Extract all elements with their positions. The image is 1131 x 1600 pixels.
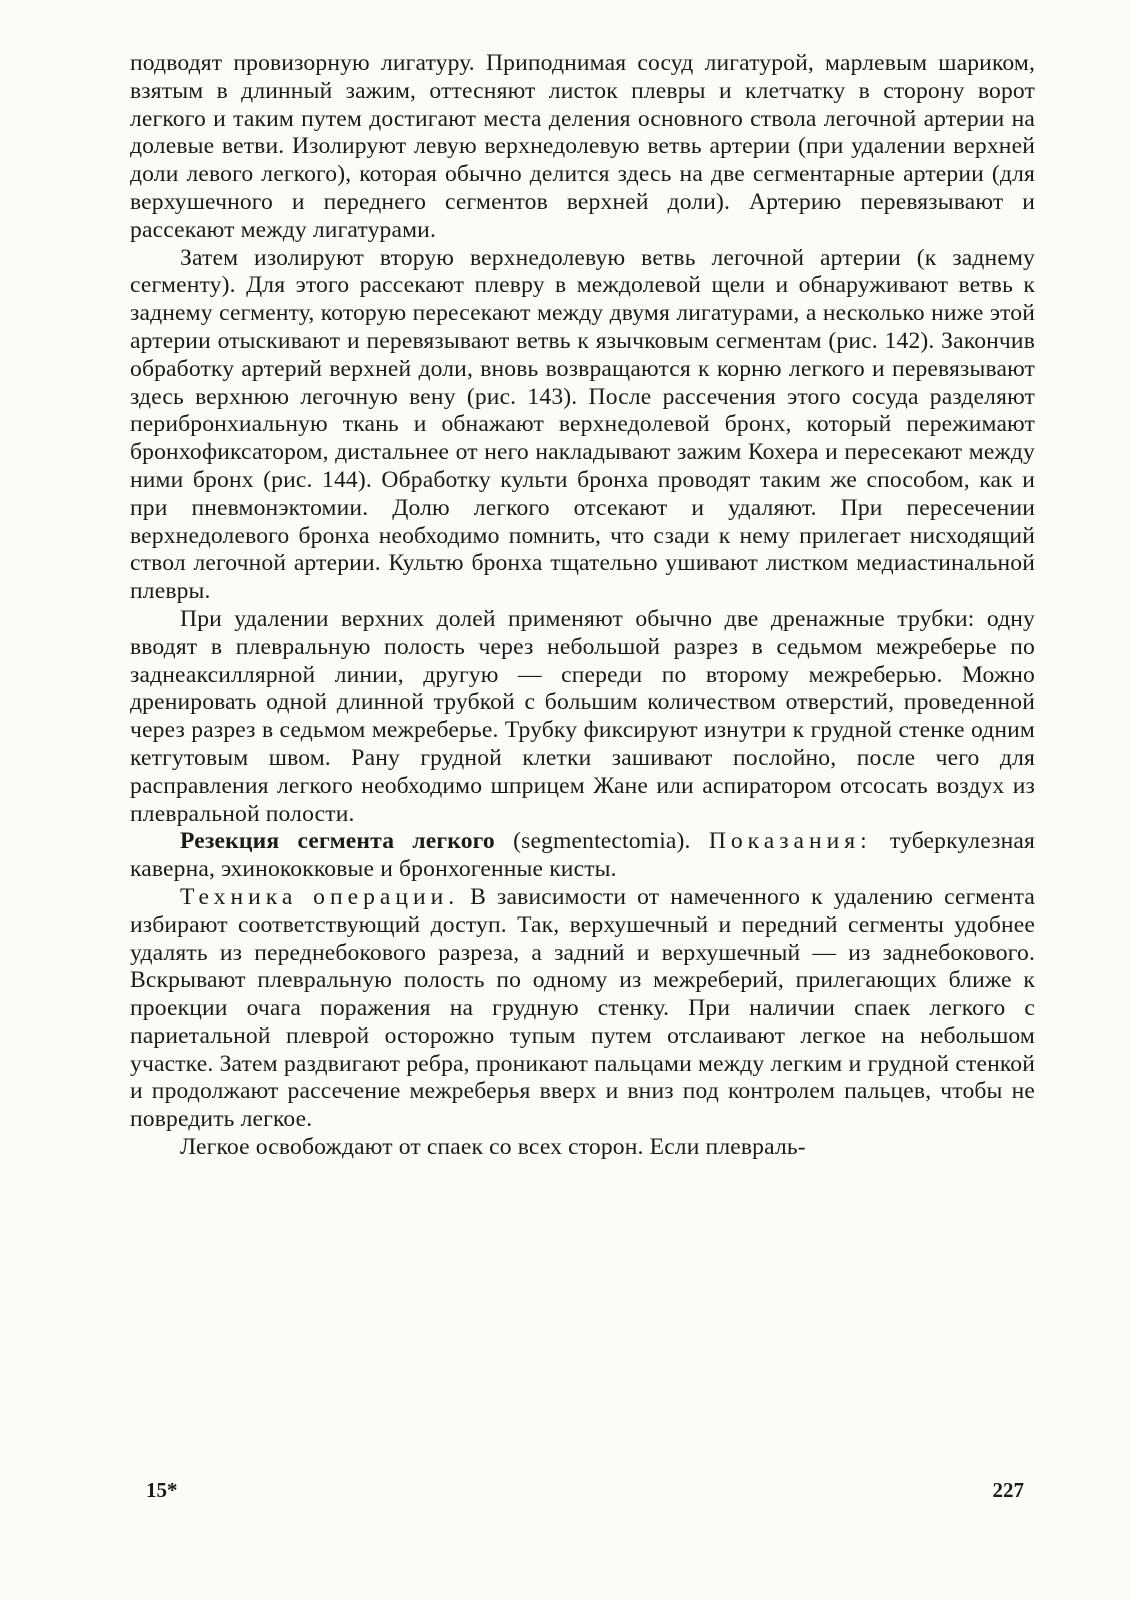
paragraph-5 <box>130 884 1035 1134</box>
indications-text: туберкулезная каверна, эхинококковые и бронхогенные кисты. <box>130 828 1036 883</box>
paragraph-2: Затем изолируют вторую верхнедолевую ветвь легочной артерии (к заднему сегменту). Для этого рассекают плевру в междолевой щели и обнаруживают ветвь к заднему сегменту, которую пересекают между двумя лигатурами, а несколько ниже этой артерии отыскивают и перевязывают ветвь к язычковым сегментам (рис. 142). Закончив обработку артерий верхней доли, вновь возвращаются к корню легкого и перевязывают здесь верхнюю легочную вену (рис. 143). После рассечения этого сосуда разделяют перибронхиальную ткань и обнажают верхнедолевой бронх, который пережимают бронхофиксатором, дистальнее от него накладывают зажим Кохера и пересекают между ними бронх (рис. 144). Обработку культи бронха проводят таким же способом, как и при пневмонэктомии. Долю легкого отсекают и удаляют. При пересечении верхнедолевого бронха необходимо помнить, что сзади к нему прилегает нисходящий ствол легочной артерии. Культю бронха тщательно ушивают листком медиастинальной плевры. <box>130 244 1035 605</box>
paragraph-4 <box>130 828 1035 884</box>
latin-term: (segmentectomia). <box>494 828 709 855</box>
signature-mark: 15* <box>146 1478 178 1502</box>
page-number: 227 <box>992 1478 1024 1502</box>
paragraph-6: Легкое освобождают от спаек со всех сторон. Если плевраль- <box>180 1134 806 1161</box>
paragraph-1: подводят провизорную лигатуру. Приподнимая сосуд лигатурой, марлевым шариком, взятым в длинный зажим, оттесняют листок плевры и клетчатку в сторону ворот легкого и таким путем достигают места деления основного ствола легочной артерии на долевые ветви. Изолируют левую верхнедолевую ветвь артерии (при удалении верхней доли левого легкого), которая обычно делится здесь на две сегментарные артерии (для верхушечного и переднего сегментов верхней доли). Артерию перевязывают и рассекают между лигатурами. <box>130 50 1035 243</box>
section-heading: Резекция сегмента легкого <box>180 828 495 855</box>
technique-label: Техника операции. <box>180 883 460 910</box>
technique-text: В зависимости от намеченного к удалению сегмента избирают соответствующий доступ. Так, верхушечный и передний сегменты удобнее удалять из переднебокового разреза, а задний и верхушечный — из заднебокового. Вскрывают плевральную полость по одному из межреберий, прилегающих ближе к проекции очага поражения на грудную стенку. При наличии спаек легкого с париетальной плеврой осторожно тупым путем отслаивают легкое на небольшом участке. Затем раздвигают ребра, проникают пальцами между легким и грудной стенкой и продолжают рассечение межреберья вверх и вниз под контролем пальцев, чтобы не повредить легкое. <box>130 883 1035 1133</box>
page-body <box>130 50 1035 1162</box>
paragraph-3: При удалении верхних долей применяют обычно две дренажные трубки: одну вводят в плевральную полость через небольшой разрез в седьмом межреберье по заднеаксиллярной линии, другую — спереди по второму межреберью. Можно дренировать одной длинной трубкой с большим количеством отверстий, проведенной через разрез в седьмом межреберье. Трубку фиксируют изнутри к грудной стенке одним кетгутовым швом. Рану грудной клетки зашивают послойно, после чего для расправления легкого необходимо шприцем Жане или аспиратором отсосать воздух из плевральной полости. <box>130 605 1035 827</box>
indications-label: Показания: <box>708 828 872 855</box>
